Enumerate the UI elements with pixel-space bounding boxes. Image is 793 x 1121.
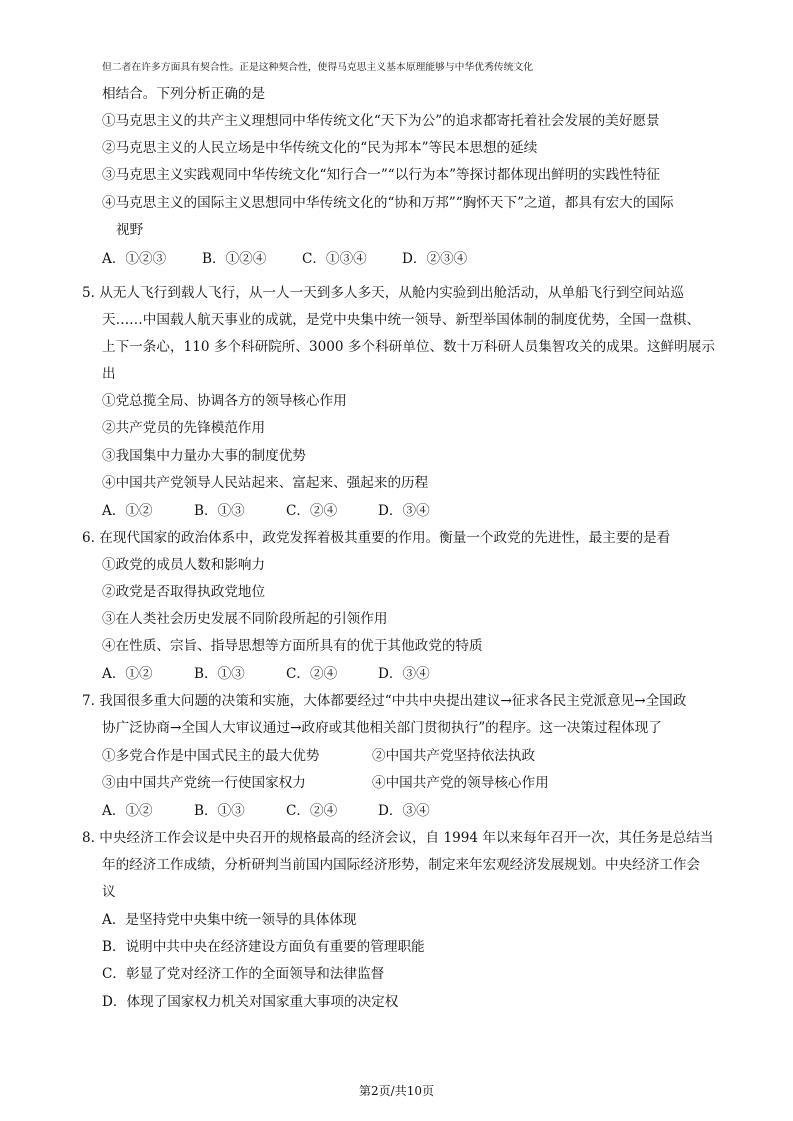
q8-stem-line-3: 议 [102, 884, 116, 900]
q7-option-d[interactable]: D．③④ [378, 803, 430, 819]
q5-item-1: ①党总揽全局、协调各方的领导核心作用 [102, 393, 347, 409]
q6-item-4: ④在性质、宗旨、指导思想等方面所具有的优于其他政党的特质 [102, 638, 483, 654]
q4-option-a[interactable]: A．①②③ [102, 251, 167, 267]
q4-item-3: ③马克思主义实践观同中华传统文化“知行合一”“以行为本”等探讨都体现出鲜明的实践性特征 [102, 167, 660, 183]
page-number-footer: 第2页/共10页 [359, 1084, 434, 1098]
q7-item-4: ④中国共产党的领导核心作用 [372, 775, 549, 791]
q8-option-a[interactable]: A．是坚持党中央集中统一领导的具体体现 [102, 912, 357, 928]
text: 但二者在许多方面具有契合性。正是这种契合性，使得马克思主义基本原理能够与中华优秀传统文化 [102, 62, 534, 73]
q6-option-c[interactable]: C．②④ [286, 666, 338, 682]
q5-item-3: ③我国集中力量办大事的制度优势 [102, 448, 306, 464]
q8-option-b[interactable]: B．说明中共中央在经济建设方面负有重要的管理职能 [102, 939, 425, 955]
q5-option-c[interactable]: C．②④ [286, 503, 338, 519]
q5-stem-line-2: 天……中国载人航天事业的成就，是党中央集中统一领导、新型举国体制的制度优势，全国一盘棋、 [102, 312, 701, 328]
q8-option-d[interactable]: D．体现了国家权力机关对国家重大事项的决定权 [102, 994, 399, 1010]
q6-item-1: ①政党的成员人数和影响力 [102, 557, 266, 573]
q6-option-b[interactable]: B．①③ [194, 666, 245, 682]
q8-option-c[interactable]: C．彰显了党对经济工作的全面领导和法律监督 [102, 966, 385, 982]
q7-item-1: ①多党合作是中国式民主的最大优势 [102, 748, 320, 764]
q6-options [102, 664, 430, 684]
q5-options [102, 501, 430, 521]
q4-item-4: ④马克思主义的国际主义思想同中华传统文化的“协和万邦”“胸怀天下”之道，都具有宏大的国际 [102, 195, 674, 211]
q6-option-d[interactable]: D．③④ [378, 666, 430, 682]
q5-option-d[interactable]: D．③④ [378, 503, 430, 519]
q5-stem-line-1: 5. 从无人飞行到载人飞行，从一人一天到多人多天，从舱内实验到出舱活动，从单船飞行到空间站巡 [82, 285, 684, 301]
q8-stem-line-2: 年的经济工作成绩，分析研判当前国内国际经济形势，制定来年宏观经济发展规划。中央经济工作会 [102, 857, 701, 873]
q7-stem-line-2: 协广泛协商→全国人大审议通过→政府或其他相关部门贯彻执行”的程序。这一决策过程体现了 [102, 720, 662, 736]
q4-item-1: ①马克思主义的共产主义理想同中华传统文化“天下为公”的追求都寄托着社会发展的美好愿景 [102, 113, 660, 129]
q4-stem-line-1 [102, 58, 722, 78]
q7-item-2: ②中国共产党坚持依法执政 [372, 748, 536, 764]
q4-option-b[interactable]: B．①②④ [202, 251, 267, 267]
q8-stem-line-1: 8. 中央经济工作会议是中央召开的规格最高的经济会议，自 1994 年以来每年召开一次，其任务是总结当 [82, 830, 714, 846]
q5-option-a[interactable]: A．①② [102, 503, 153, 519]
q6-option-a[interactable]: A．①② [102, 666, 153, 682]
q7-option-b[interactable]: B．①③ [194, 803, 245, 819]
q7-options [102, 801, 430, 821]
q4-option-d[interactable]: D．②③④ [402, 251, 468, 267]
q5-item-4: ④中国共产党领导人民站起来、富起来、强起来的历程 [102, 475, 429, 491]
q5-option-b[interactable]: B．①③ [194, 503, 245, 519]
q7-item-3: ③由中国共产党统一行使国家权力 [102, 775, 306, 791]
q6-item-3: ③在人类社会历史发展不同阶段所起的引领作用 [102, 611, 388, 627]
q4-stem-line-2: 相结合。下列分析正确的是 [102, 86, 266, 102]
q7-stem-line-1: 7. 我国很多重大问题的决策和实施，大体都要经过“中共中央提出建议→征求各民主党派意见→全国政 [82, 693, 687, 709]
q7-option-a[interactable]: A．①② [102, 803, 153, 819]
q4-item-2: ②马克思主义的人民立场是中华传统文化的“民为邦本”等民本思想的延续 [102, 140, 538, 156]
q4-options [102, 249, 467, 269]
q7-option-c[interactable]: C．②④ [286, 803, 338, 819]
q5-stem-line-4: 出 [102, 366, 116, 382]
q5-stem-line-3: 上下一条心，110 多个科研院所、3000 多个科研单位、数十万科研人员集智攻关的成果。这鲜明展示 [102, 339, 715, 355]
q6-stem: 6. 在现代国家的政治体系中，政党发挥着极其重要的作用。衡量一个政党的先进性，最主要的是看 [82, 530, 671, 546]
q6-item-2: ②政党是否取得执政党地位 [102, 584, 266, 600]
q4-item-4-cont: 视野 [116, 222, 144, 238]
q4-option-c[interactable]: C．①③④ [302, 251, 367, 267]
q5-item-2: ②共产党员的先锋模范作用 [102, 420, 266, 436]
